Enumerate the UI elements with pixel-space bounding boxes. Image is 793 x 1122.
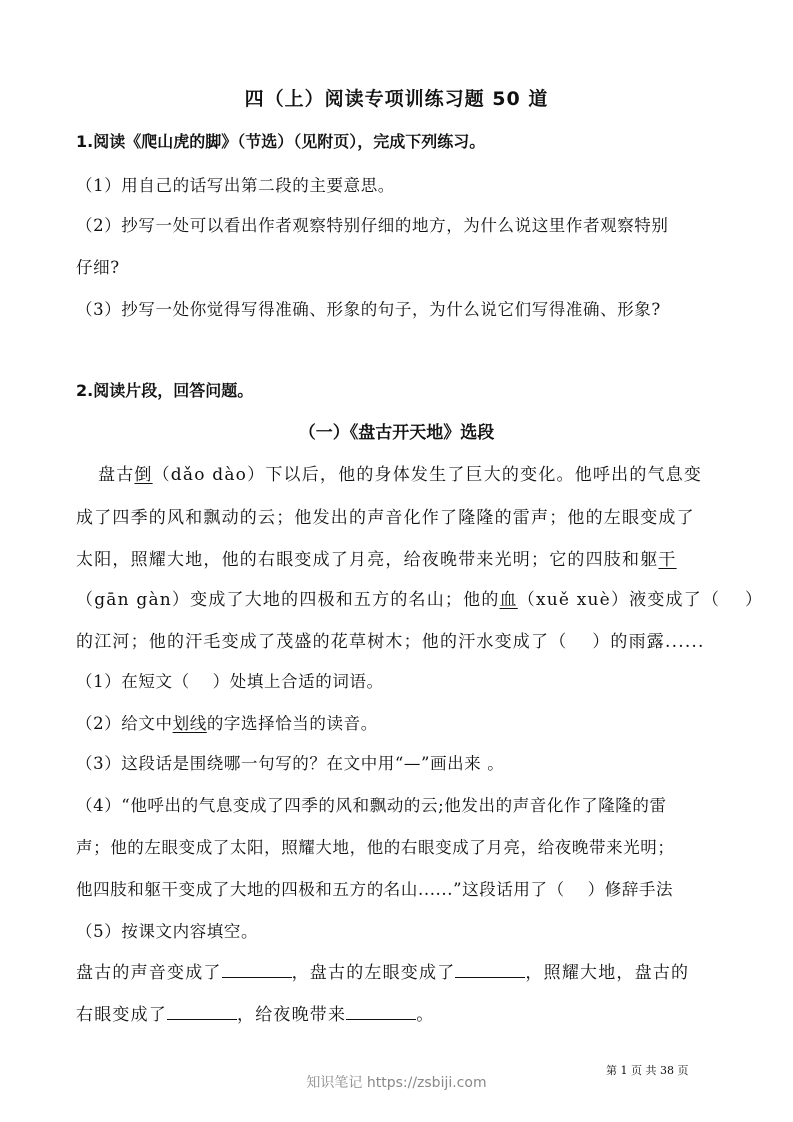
answer-blank[interactable] [222,963,292,978]
passage-line-2: 成了四季的风和飘动的云；他发出的声音化作了隆隆的雷声；他的左眼变成了 [76,508,695,528]
passage-line-3: 太阳，照耀大地，他的右眼变成了月亮，给夜晚带来光明；它的四肢和躯干 [76,550,677,570]
question-1-item-2: （2）抄写一处可以看出作者观察特别仔细的地方，为什么说这里作者观察特别 [76,216,669,235]
question-1-item-1: （1）用自己的话写出第二段的主要意思。 [76,176,395,195]
passage-subtitle: （一）《盘古开天地》选段 [298,423,495,443]
question-1-item-3: （3）抄写一处你觉得写得准确、形象的句子，为什么说它们写得准确、形象? [76,300,661,319]
answer-blank[interactable] [167,1005,237,1020]
answer-blank[interactable] [455,963,525,978]
question-1-heading: 1.阅读《爬山虎的脚》（节选）（见附页），完成下列练习。 [76,132,486,151]
question-2-item-4: （4）“他呼出的气息变成了四季的风和飘动的云;他发出的声音化作了隆隆的雷 [76,796,667,815]
question-1-item-2-cont: 仔细? [76,258,120,277]
fill-in-line-1: 盘古的声音变成了 ，盘古的左眼变成了 ，照耀大地，盘古的 [76,963,690,983]
fill-in-line-2: 右眼变成了 ，给夜晚带来 。 [76,1005,435,1025]
question-2-heading: 2.阅读片段，回答问题。 [76,381,254,400]
question-2-item-2: （2）给文中划线的字选择恰当的读音。 [76,714,378,733]
answer-blank[interactable] [346,1005,416,1020]
question-2-item-1: （1）在短文（ ）处填上合适的词语。 [76,672,384,691]
page-number: 第 1 页 共 38 页 [606,1064,689,1077]
underlined-char: 干 [658,550,677,570]
passage-line-1: 盘古倒（dǎo dào）下以后，他的身体发生了巨大的变化。他呼出的气息变 [98,465,703,485]
passage-line-4: （gān gàn）变成了大地的四极和五方的名山；他的血（xuě xuè）液变成了（ ） [76,590,764,610]
passage-line-5: 的江河；他的汗毛变成了茂盛的花草树木；他的汗水变成了（ ）的雨露...... [76,632,705,652]
underlined-char: 血 [499,590,518,610]
question-2-item-4-cont-1: 声；他的左眼变成了太阳，照耀大地，他的右眼变成了月亮，给夜晚带来光明； [76,838,675,857]
question-2-item-4-cont-2: 他四肢和躯干变成了大地的四极和五方的名山......”这段话用了（ ）修辞手法 [76,880,674,899]
page-title: 四（上）阅读专项训练习题 50 道 [244,88,549,110]
question-2-item-3: （3）这段话是围绕哪一句写的？在文中用“—”画出来 。 [76,754,505,773]
question-2-item-5: （5）按课文内容填空。 [76,922,259,941]
underlined-char: 倒 [134,465,153,485]
site-watermark: 知识笔记 https://zsbiji.com [306,1075,487,1091]
underlined-word: 划线 [172,714,207,733]
